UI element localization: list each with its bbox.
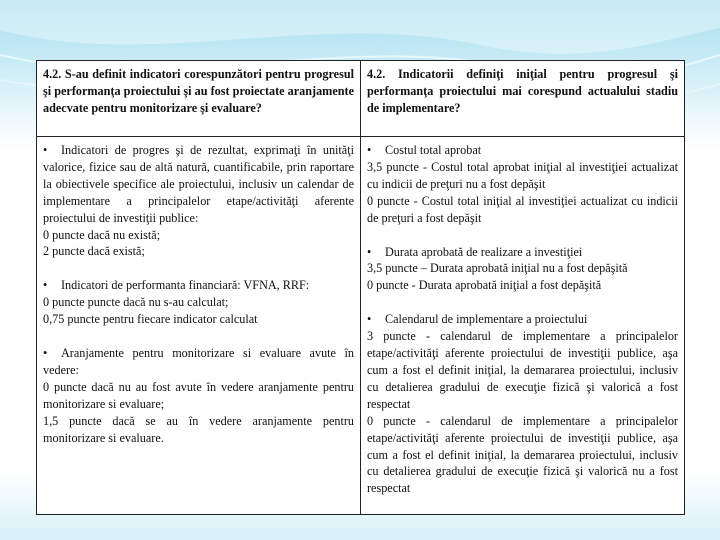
right-block-line: 3,5 puncte - Costul total aprobat iniţial al investiţiei actualizat cu indicii de preţuri nu a fost depăşit bbox=[367, 159, 678, 191]
right-block-line: 3 puncte - calendarul de implementare a principalelor etape/activităţi aferente proiectului de investiţii publice, aşa cum a fost el definit iniţial, la demararea proiectului, inclusiv cu detalierea gradului de execuţie fizică şi valorică a fost respectat bbox=[367, 329, 678, 411]
right-block-schedule bbox=[367, 311, 678, 497]
left-header-title: 4.2. S-au definit indicatori corespunzători pentru progresul şi performanţa proiectului şi au fost proiectate aranjamente adecvate pentru monitorizare şi evaluare? bbox=[43, 67, 354, 115]
right-block-line: 3,5 puncte – Durata aprobată iniţial nu a fost depăşită bbox=[367, 261, 628, 276]
criteria-table bbox=[36, 60, 685, 515]
bullet-icon: • bbox=[367, 244, 372, 259]
right-block-duration bbox=[367, 244, 678, 295]
left-block-monitoring-arrangements bbox=[43, 345, 354, 446]
bullet-icon: • bbox=[367, 312, 372, 327]
right-block-total-cost bbox=[367, 142, 678, 227]
left-block-line: 0 puncte puncte dacă nu s-au calculat; bbox=[43, 295, 229, 310]
left-block-line: 0 puncte dacă nu au fost avute în vedere aranjamente pentru monitorizare si evaluare; bbox=[43, 379, 354, 411]
right-block-line: 0 puncte - Costul total iniţial al investiţiei actualizat cu indicii de preţuri a fost depăşit bbox=[367, 193, 678, 225]
left-block-line: 0 puncte dacă nu există; bbox=[43, 227, 161, 242]
left-block-line: 1,5 puncte dacă se au în vedere aranjamente pentru monitorizare si evaluare. bbox=[43, 413, 354, 445]
right-block-line: 0 puncte - Durata aprobată iniţial a fost depăşită bbox=[367, 278, 602, 293]
body-row bbox=[37, 137, 685, 515]
bullet-icon: • bbox=[43, 143, 48, 157]
right-block-title: • Durata aprobată de realizare a investiţiei bbox=[367, 244, 583, 259]
left-block-title: • Indicatori de performanta financiară: VFNA, RRF: bbox=[43, 278, 310, 293]
left-block-financial-indicators bbox=[43, 277, 354, 328]
left-block-title: • Aranjamente pentru monitorizare si evaluare avute în vedere: bbox=[43, 346, 354, 377]
left-block-progress-indicators bbox=[43, 142, 354, 260]
right-header-title: 4.2. Indicatorii definiţi iniţial pentru progresul şi performanţa proiectului mai corespund actualului stadiu de implementare? bbox=[367, 67, 678, 115]
header-row bbox=[37, 61, 685, 137]
bullet-icon: • bbox=[43, 278, 48, 293]
bullet-icon: • bbox=[367, 143, 372, 157]
left-body-cell bbox=[37, 137, 361, 515]
left-block-line: 2 puncte dacă există; bbox=[43, 244, 145, 259]
bullet-icon: • bbox=[43, 346, 48, 361]
right-block-title: • Calendarul de implementare a proiectului bbox=[367, 312, 588, 327]
left-block-title: • Indicatori de progres şi de rezultat, exprimaţi în unităţi valorice, fizice sau de altă natură, cuantificabile, prin raportare la obiectivele specifice ale proiectului, inclusiv un calendar de implementare a principalelor etape/activităţi aferente proiectului de investiţii publice: bbox=[43, 143, 354, 225]
right-header-cell bbox=[361, 61, 685, 137]
left-block-line: 0,75 puncte pentru fiecare indicator calculat bbox=[43, 312, 258, 327]
right-body-cell bbox=[361, 137, 685, 515]
right-block-line: 0 puncte - calendarul de implementare a principalelor etape/activităţi aferente proiectului de investiţii publice, aşa cum a fost el definit iniţial, la demararea proiectului, inclusiv cu detalierea gradului de execuţie fizică şi valorică nu a fost respectat bbox=[367, 413, 678, 496]
right-block-title: • Costul total aprobat bbox=[367, 143, 482, 157]
left-header-cell bbox=[37, 61, 361, 137]
